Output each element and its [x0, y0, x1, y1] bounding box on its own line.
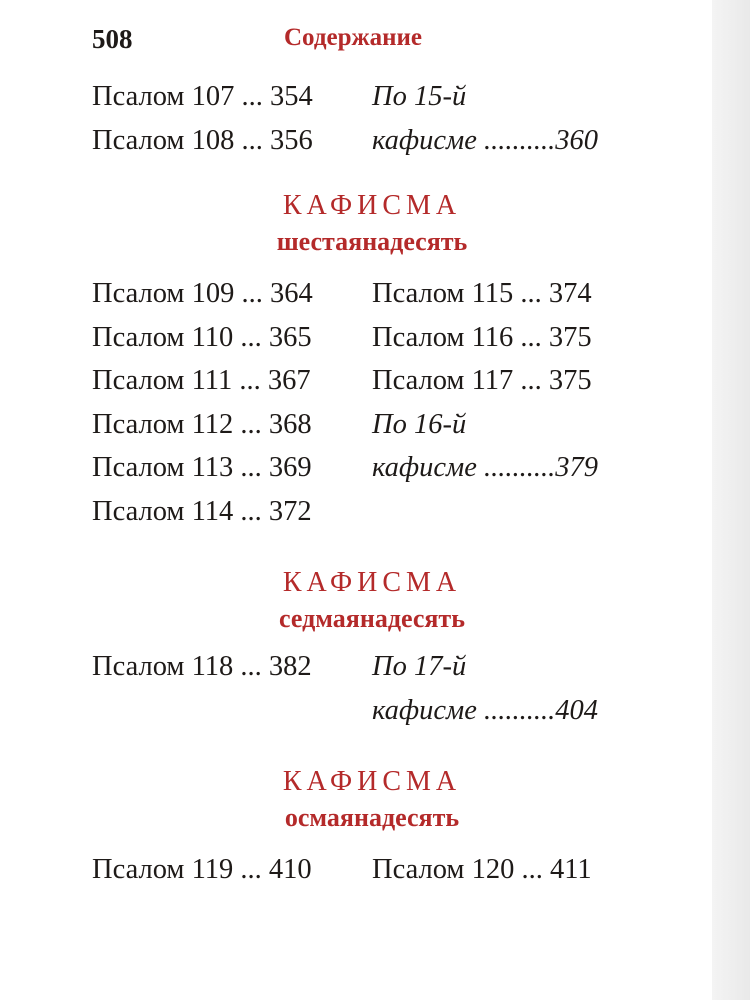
toc-entry[interactable]: Псалом 120 ... 411	[372, 854, 592, 885]
section-subheading: шестаянадесять	[276, 227, 468, 256]
section-heading: КАФИСМА	[282, 766, 462, 797]
section-subheading: осмаянадесять	[284, 803, 460, 832]
toc-entry[interactable]: кафисме ..........379	[372, 452, 598, 483]
toc-entry[interactable]: По 16-й	[372, 408, 467, 440]
toc-entry[interactable]: Псалом 110 ... 365	[92, 321, 312, 353]
page-number: 508	[92, 24, 133, 54]
toc-entry[interactable]: По 15-й	[372, 81, 467, 112]
toc-entry[interactable]: кафисме ..........360	[372, 124, 598, 156]
toc-section-16	[92, 188, 652, 533]
toc-entry[interactable]: Псалом 119 ... 410	[92, 854, 312, 885]
toc-entry[interactable]: Псалом 107 ... 354	[92, 81, 313, 112]
toc-section-17	[92, 565, 652, 732]
toc-entry[interactable]: Псалом 113 ... 369	[92, 452, 312, 483]
toc-entry[interactable]: кафисме ..........404	[372, 694, 598, 726]
toc-entry[interactable]: По 17-й	[372, 651, 467, 682]
toc-entry[interactable]: Псалом 116 ... 375	[372, 321, 592, 353]
toc-entry[interactable]: Псалом 117 ... 375	[372, 365, 592, 396]
running-title: Содержание	[284, 24, 423, 51]
toc-entry[interactable]: Псалом 111 ... 367	[92, 365, 311, 396]
toc-entry[interactable]: Псалом 115 ... 374	[372, 278, 592, 309]
section-heading: КАФИСМА	[282, 190, 462, 221]
toc-entry[interactable]: Псалом 114 ... 372	[92, 495, 312, 527]
toc-entry[interactable]: Псалом 112 ... 368	[92, 408, 312, 440]
toc-section-18	[92, 764, 652, 892]
toc-entry[interactable]: Псалом 109 ... 364	[92, 278, 313, 309]
page-edge	[712, 0, 750, 1000]
toc-entry[interactable]: Псалом 108 ... 356	[92, 124, 313, 156]
toc-section-15	[92, 75, 652, 162]
toc-entry[interactable]: Псалом 118 ... 382	[92, 651, 312, 682]
section-subheading: седмаянадесять	[279, 604, 465, 633]
section-heading: КАФИСМА	[282, 567, 462, 598]
